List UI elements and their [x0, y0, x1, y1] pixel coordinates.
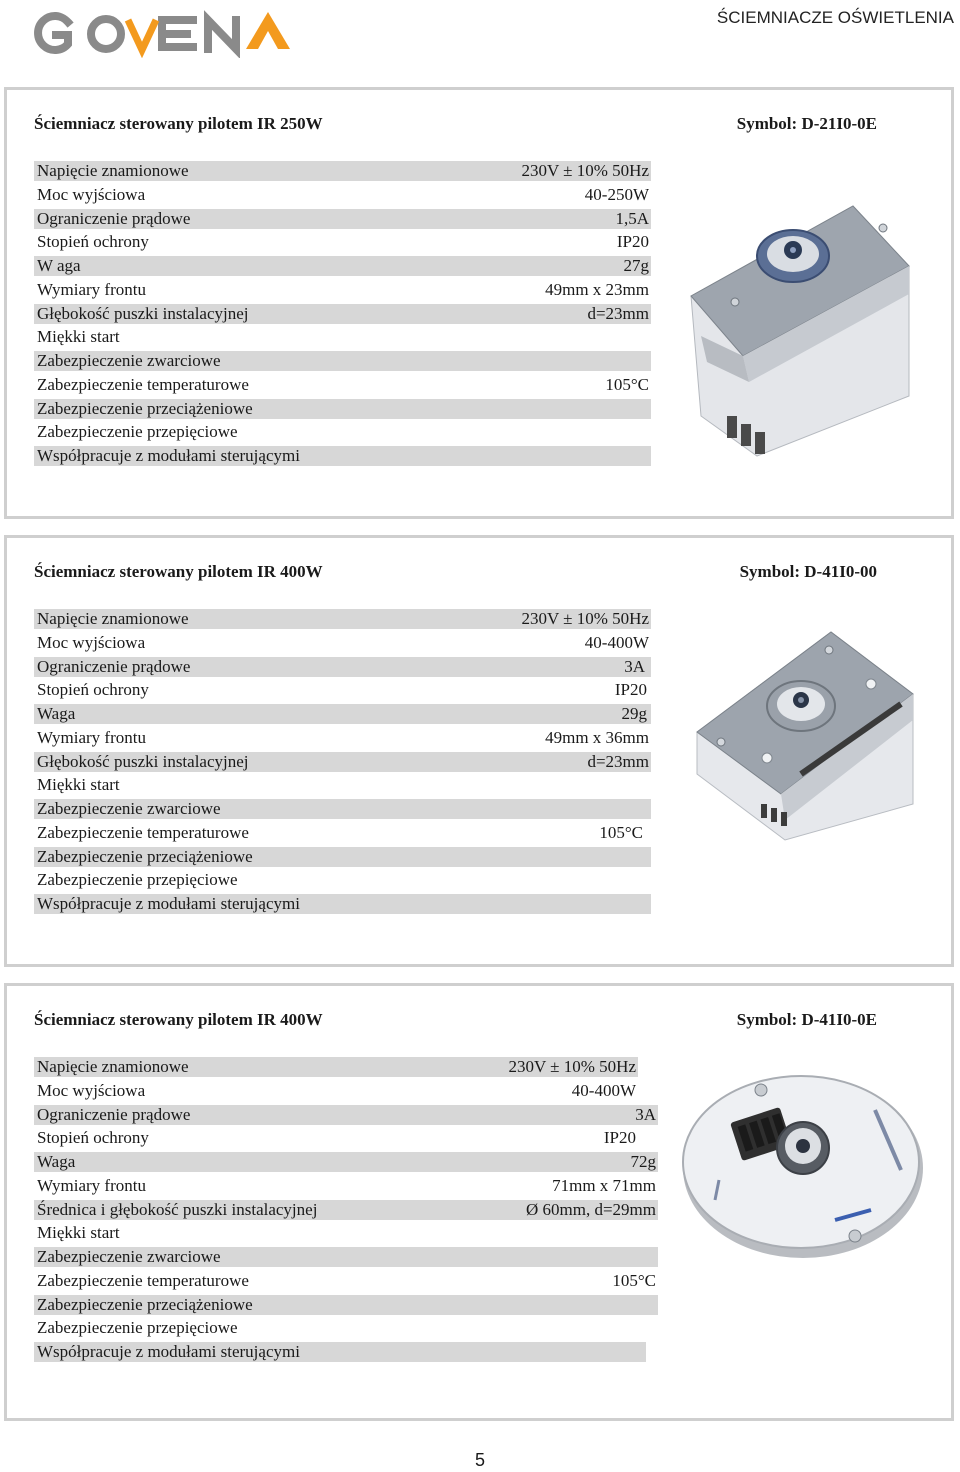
spec-label: Zabezpieczenie przeciążeniowe — [37, 398, 253, 418]
spec-value: 29g — [621, 704, 647, 723]
spec-row — [34, 752, 651, 772]
spec-row — [34, 256, 651, 276]
spec-label: Napięcie znamionowe — [37, 1057, 189, 1076]
spec-label: Moc wyjściowa — [37, 184, 146, 204]
spec-row — [34, 1295, 658, 1315]
spec-row — [34, 1342, 646, 1362]
spec-row — [34, 894, 651, 914]
spec-row — [34, 775, 651, 795]
product-card — [4, 87, 954, 519]
product-symbol: Symbol: D-21I0-0E — [736, 114, 877, 133]
product-title: Ściemniacz sterowany pilotem IR 400W — [34, 1010, 323, 1029]
spec-row — [34, 1057, 638, 1077]
spec-value: 230V ± 10% 50Hz — [521, 161, 649, 180]
spec-label: Ograniczenie prądowe — [37, 208, 191, 228]
spec-label: W aga — [37, 256, 81, 275]
spec-label: Miękki start — [37, 1223, 120, 1243]
spec-label: Średnica i głębokość puszki instalacyjnej — [37, 1199, 318, 1219]
spec-value: 49mm x 36mm — [545, 727, 649, 747]
product-title: Ściemniacz sterowany pilotem IR 250W — [34, 114, 323, 133]
spec-label: Głębokość puszki instalacyjnej — [37, 303, 249, 323]
spec-row — [34, 1247, 658, 1267]
spec-row — [34, 1081, 638, 1101]
spec-label: Zabezpieczenie zwarciowe — [37, 351, 221, 370]
spec-value: 105°C — [612, 1270, 656, 1290]
product-symbol: Symbol: D-41I0-0E — [736, 1010, 877, 1029]
spec-label: Ograniczenie prądowe — [37, 656, 191, 676]
spec-value: IP20 — [614, 680, 647, 700]
spec-label: Zabezpieczenie przepięciowe — [37, 870, 238, 890]
spec-row — [34, 633, 651, 653]
spec-value: d=23mm — [587, 751, 649, 771]
spec-row — [34, 232, 651, 252]
spec-row — [34, 185, 651, 205]
spec-row — [34, 446, 651, 466]
spec-table — [34, 1057, 658, 1366]
spec-label: Miękki start — [37, 327, 120, 347]
spec-label: Moc wyjściowa — [37, 1080, 146, 1100]
spec-label: Stopień ochrony — [37, 1128, 149, 1148]
spec-label: Zabezpieczenie przepięciowe — [37, 422, 238, 442]
spec-label: Zabezpieczenie temperaturowe — [37, 822, 249, 842]
spec-value: 49mm x 23mm — [545, 279, 649, 299]
spec-row — [34, 1152, 658, 1172]
spec-row — [34, 1105, 658, 1125]
spec-label: Stopień ochrony — [37, 680, 149, 700]
spec-value: 40-400W — [584, 632, 649, 652]
spec-label: Wymiary frontu — [37, 279, 146, 299]
spec-label: Stopień ochrony — [37, 232, 149, 252]
spec-row — [34, 304, 651, 324]
page-category-title: ŚCIEMNIACZE OŚWIETLENIA — [716, 8, 954, 27]
spec-row — [34, 1318, 658, 1338]
spec-row — [34, 1271, 658, 1291]
spec-value: 3A — [635, 1104, 656, 1124]
spec-table — [34, 609, 651, 918]
product-image-dimmer-400w — [691, 624, 919, 844]
spec-row — [34, 327, 651, 347]
spec-label: Zabezpieczenie temperaturowe — [37, 374, 249, 394]
spec-value: IP20 — [603, 1128, 636, 1148]
spec-row — [34, 609, 651, 629]
spec-row — [34, 704, 651, 724]
spec-row — [34, 209, 651, 229]
product-image-dimmer-250w — [683, 186, 919, 470]
spec-value: d=23mm — [587, 303, 649, 323]
spec-row — [34, 1176, 658, 1196]
spec-label: Zabezpieczenie przeciążeniowe — [37, 846, 253, 866]
spec-value: 105°C — [605, 374, 649, 394]
spec-value: 40-250W — [584, 184, 649, 204]
spec-label: Zabezpieczenie zwarciowe — [37, 799, 221, 818]
spec-label: Wymiary frontu — [37, 1175, 146, 1195]
spec-label: Moc wyjściowa — [37, 632, 146, 652]
spec-label: Współpracuje z modułami sterującymi — [37, 446, 300, 465]
spec-label: Ograniczenie prądowe — [37, 1104, 191, 1124]
spec-label: Napięcie znamionowe — [37, 161, 189, 180]
spec-row — [34, 1223, 658, 1243]
govena-logo — [24, 6, 316, 58]
spec-label: Wymiary frontu — [37, 727, 146, 747]
spec-label: Zabezpieczenie zwarciowe — [37, 1247, 221, 1266]
spec-row — [34, 1128, 638, 1148]
spec-row — [34, 799, 651, 819]
spec-value: 3A — [624, 656, 645, 676]
spec-value: 230V ± 10% 50Hz — [508, 1057, 636, 1076]
product-image-dimmer-400w-round — [675, 1070, 925, 1260]
spec-value: 230V ± 10% 50Hz — [521, 609, 649, 628]
spec-row — [34, 422, 651, 442]
product-card — [4, 983, 954, 1421]
product-title: Ściemniacz sterowany pilotem IR 400W — [34, 562, 323, 581]
spec-label: Współpracuje z modułami sterującymi — [37, 894, 300, 913]
spec-row — [34, 399, 651, 419]
spec-label: Napięcie znamionowe — [37, 609, 189, 628]
spec-value: 27g — [623, 256, 649, 275]
spec-table — [34, 161, 651, 470]
spec-row — [34, 680, 651, 700]
product-symbol: Symbol: D-41I0-00 — [739, 562, 877, 581]
spec-label: Waga — [37, 1152, 76, 1171]
spec-row — [34, 728, 651, 748]
spec-row — [34, 161, 651, 181]
spec-value: IP20 — [616, 232, 649, 252]
spec-label: Miękki start — [37, 775, 120, 795]
spec-row — [34, 280, 651, 300]
spec-row — [34, 847, 651, 867]
spec-value: 1,5A — [615, 208, 649, 228]
spec-label: Zabezpieczenie przeciążeniowe — [37, 1294, 253, 1314]
spec-label: Głębokość puszki instalacyjnej — [37, 751, 249, 771]
spec-row — [34, 870, 651, 890]
spec-row — [34, 375, 651, 395]
spec-label: Zabezpieczenie przepięciowe — [37, 1318, 238, 1338]
spec-label: Zabezpieczenie temperaturowe — [37, 1270, 249, 1290]
spec-label: Współpracuje z modułami sterującymi — [37, 1342, 300, 1361]
spec-row — [34, 823, 651, 843]
page-number: 5 — [474, 1450, 485, 1470]
spec-label: Waga — [37, 704, 76, 723]
spec-value: 40-400W — [571, 1080, 636, 1100]
spec-row — [34, 1200, 658, 1220]
spec-row — [34, 351, 651, 371]
spec-value: 105°C — [599, 822, 643, 842]
spec-value: Ø 60mm, d=29mm — [525, 1199, 656, 1219]
spec-value: 71mm x 71mm — [552, 1175, 656, 1195]
product-card — [4, 535, 954, 967]
spec-row — [34, 657, 651, 677]
spec-value: 72g — [630, 1152, 656, 1171]
